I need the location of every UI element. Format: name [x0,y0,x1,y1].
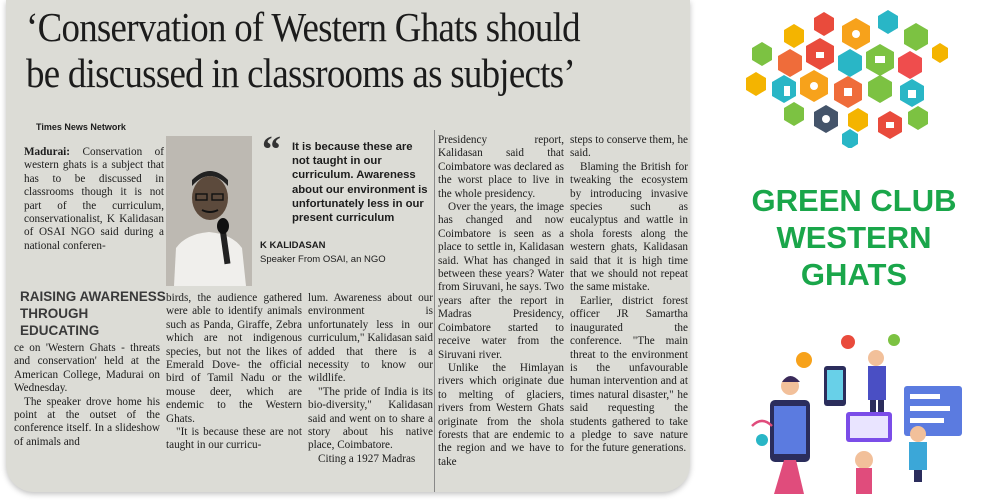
column-1-bottom [14,342,160,449]
headline-line-2: be discussed in classrooms as subjects’ [26,50,575,96]
column-3-paragraph-3: Citing a 1927 Madras [318,452,416,465]
column-5-paragraph-1: steps to conserve them, he said. [570,134,688,160]
column-3-paragraph-2: "The pride of India is its bio-diversity," Kalidasan said and went on to share a story about his native place, Coimbatore. [308,385,433,452]
column-1-top-text: Conservation of western ghats is a subject that has to be discussed in classrooms though it is not part of the curriculum, conservationalist, K Kalidasan of OSAI NGO said during a national conferen- [24,146,165,252]
byline: Times News Network [36,122,126,132]
subheading [20,288,166,339]
subheading-line-2: THROUGH EDUCATING [20,306,100,338]
subheading-line-1: RAISING AWARENESS [20,289,166,304]
pullquote: It is because these are not taught in our curriculum. Awareness about our environment is unfortunately less in our present curriculum [292,141,428,225]
column-3 [308,292,433,466]
speaker-photo [166,136,252,286]
column-2-paragraph-2: "It is because these are not taught in our curricu- [166,426,302,452]
club-title-line-3: GHATS [800,257,908,292]
column-4-paragraph-2: Over the years, the image has changed and now Coimbatore is seen as a place to settle in, Kalidasan said. What has changed in between these years? Water from Siruvani, he says. Two years after the report in Madras Presidency, Coimbatore started to receive water from the Siruvani river. [438,201,564,361]
column-4 [438,134,564,469]
column-1-paragraph-1: ce on 'Western Ghats - threats and conservation' held at the American College, Madurai on Wednesday. [14,342,160,395]
column-divider [434,130,435,492]
column-3-paragraph-1: lum. Awareness about our environment is unfortunately less in our curriculum," Kalidasan said added that there is a necessity to know our wildlife. [308,292,433,385]
quote-role: Speaker From OSAI, an NGO [260,254,386,265]
column-5-paragraph-2: Blaming the British for tweaking the ecosystem by introducing invasive species such as eucalyptus and wattle in shola forests along the western ghats, Kalidasan said that it is high time that we should not repeat the same mistake. [570,160,688,294]
quote-mark-icon: “ [262,129,281,171]
column-5 [570,134,688,456]
column-5-paragraph-3: Earlier, district forest officer JR Samartha inaugurated the conference. "The main threat to the environment is the unfavourable human intervention and at times natural disaster," he said requesting the students gathered to take a pledge to save nature for the future generations. [570,294,688,455]
social-media-cluster-icon [744,8,950,148]
headline-line-1: ‘Conservation of Western Ghats should [26,4,580,50]
club-title [720,182,988,293]
column-1-paragraph-2: The speaker drove home his point at the outset of the conference itself. In a slideshow of animals and [14,395,160,448]
quote-name: K KALIDASAN [260,240,326,251]
hexagon-icons [746,10,948,148]
article-headline [26,4,683,96]
column-2-paragraph-1: birds, the audience gathered were able to identify animals such as Panda, Giraffe, Zebra which are not indigenous species, but not the likes of Emerald Dove- the official bird of Tamil Nadu or the mouse deer, which are endemic to the Western Ghats. [166,292,302,425]
club-title-line-2: WESTERN [776,220,932,255]
column-1-top [24,146,164,253]
people-devices-illustration-icon [744,330,970,496]
column-4-paragraph-1: Presidency report, Kalidasan said that Coimbatore was declared as the worst place to live in the whole presidency. [438,134,564,200]
dateline: Madurai: [24,146,70,158]
column-2 [166,292,302,453]
newspaper-clipping [6,0,690,492]
column-4-paragraph-3: Unlike the Himlayan rivers which originate due to melting of glaciers, rivers from Western Ghats originate from the shola forests that are endemic to the region and we have to take [438,361,564,468]
club-title-line-1: GREEN CLUB [751,183,957,218]
